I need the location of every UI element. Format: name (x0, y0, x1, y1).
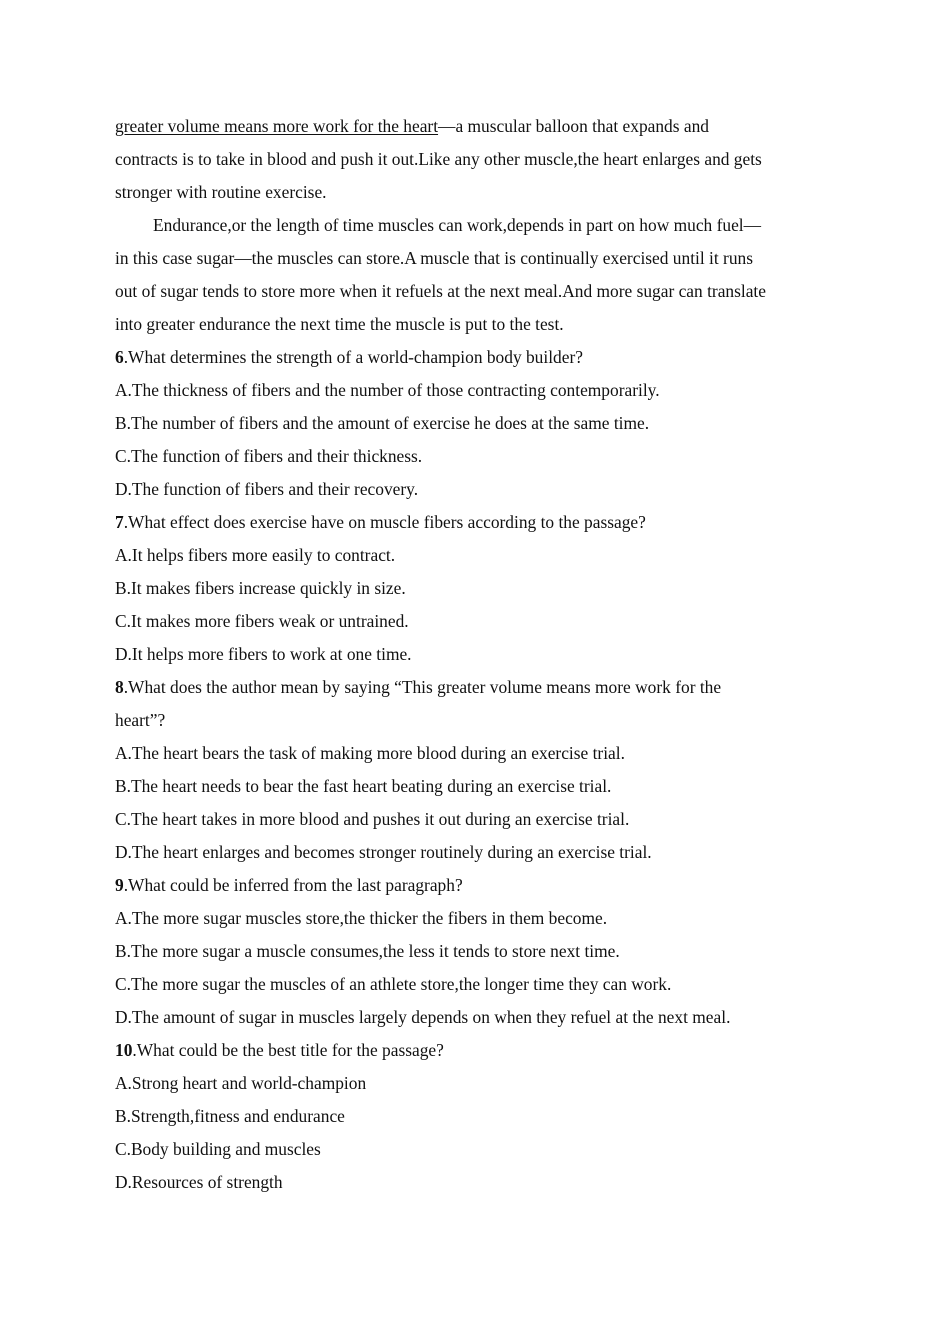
option-b: B.Strength,fitness and endurance (115, 1106, 345, 1126)
option-a: A.It helps fibers more easily to contract. (115, 545, 396, 565)
option-c: C.It makes more fibers weak or untrained. (115, 611, 409, 631)
question-text: .What determines the strength of a world-champion body builder? (123, 347, 583, 367)
passage-paragraph-1 (115, 110, 837, 209)
question-number: 7 (115, 512, 124, 532)
question-9 (115, 869, 837, 1034)
question-stem (115, 1034, 837, 1067)
passage-paragraph-2 (115, 209, 837, 341)
question-stem-continued: heart”? (115, 710, 166, 730)
underlined-phrase: greater volume means more work for the heart (115, 116, 439, 136)
passage-line: out of sugar tends to store more when it refuels at the next meal.And more sugar can translate (115, 281, 766, 301)
option-c: C.The more sugar the muscles of an athlete store,the longer time they can work. (115, 974, 672, 994)
option-b: B.The heart needs to bear the fast heart beating during an exercise trial. (115, 776, 612, 796)
option-d: D.Resources of strength (115, 1172, 283, 1192)
option-d: D.The amount of sugar in muscles largely depends on when they refuel at the next meal. (115, 1007, 731, 1027)
question-number: 8 (115, 677, 124, 697)
option-c: C.Body building and muscles (115, 1139, 321, 1159)
question-number: 9 (115, 875, 124, 895)
option-b: B.The more sugar a muscle consumes,the less it tends to store next time. (115, 941, 620, 961)
passage-line: in this case sugar—the muscles can store.A muscle that is continually exercised until it runs (115, 248, 753, 268)
passage-line: into greater endurance the next time the muscle is put to the test. (115, 314, 564, 334)
question-stem (115, 671, 837, 704)
option-d: D.The function of fibers and their recovery. (115, 479, 419, 499)
option-c: C.The heart takes in more blood and pushes it out during an exercise trial. (115, 809, 630, 829)
option-d: D.The heart enlarges and becomes stronger routinely during an exercise trial. (115, 842, 652, 862)
option-a: A.Strong heart and world-champion (115, 1073, 367, 1093)
question-7 (115, 506, 837, 671)
option-c: C.The function of fibers and their thickness. (115, 446, 423, 466)
passage-line (115, 110, 837, 143)
passage-line: stronger with routine exercise. (115, 182, 327, 202)
question-text: .What does the author mean by saying “This greater volume means more work for the (123, 677, 722, 697)
option-b: B.It makes fibers increase quickly in size. (115, 578, 406, 598)
question-stem (115, 341, 837, 374)
question-text: .What could be the best title for the passage? (132, 1040, 444, 1060)
question-10 (115, 1034, 837, 1199)
document-body (115, 110, 837, 1199)
question-6 (115, 341, 837, 506)
question-text: .What effect does exercise have on muscle fibers according to the passage? (123, 512, 646, 532)
option-d: D.It helps more fibers to work at one time. (115, 644, 412, 664)
question-8 (115, 671, 837, 869)
question-stem (115, 869, 837, 902)
option-a: A.The heart bears the task of making more blood during an exercise trial. (115, 743, 625, 763)
option-a: A.The more sugar muscles store,the thicker the fibers in them become. (115, 908, 608, 928)
question-number: 6 (115, 347, 124, 367)
option-a: A.The thickness of fibers and the number of those contracting contemporarily. (115, 380, 660, 400)
passage-line: Endurance,or the length of time muscles can work,depends in part on how much fuel— (153, 215, 762, 235)
question-number: 10 (115, 1040, 133, 1060)
question-text: .What could be inferred from the last paragraph? (123, 875, 463, 895)
option-b: B.The number of fibers and the amount of exercise he does at the same time. (115, 413, 650, 433)
passage-line: contracts is to take in blood and push it out.Like any other muscle,the heart enlarges and gets (115, 149, 762, 169)
passage-text: —a muscular balloon that expands and (438, 116, 709, 136)
question-stem (115, 506, 837, 539)
